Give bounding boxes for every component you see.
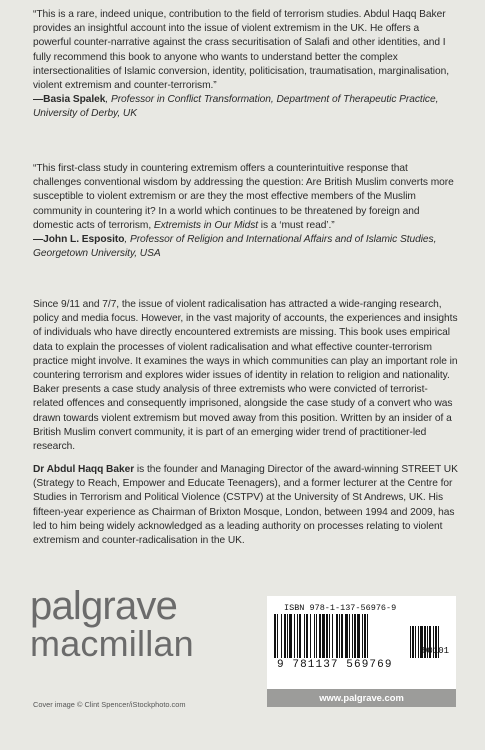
- endorsement-quote-2: [33, 162, 458, 261]
- quote-text-part: “This first-class study in countering extremism offers a counterintuitive response that challenges conventional wisdom by addressing the question: Are British Muslim converts more susceptible to violent extremism or are they the most effective members of the Muslim community in countering it? In a world which continues to be threatened by foreign and domestic acts of terrorism,: [33, 163, 454, 231]
- barcode-bar: [362, 614, 363, 658]
- publisher-website[interactable]: www.palgrave.com: [267, 689, 456, 707]
- quote-author-name: —Basia Spalek: [33, 94, 106, 106]
- barcode-bar: [329, 614, 330, 658]
- barcode-bar: [322, 614, 325, 658]
- quote-author-role: , Professor in Conflict Transformation, Department of Therapeutic Practice, University of Derby, UK: [33, 94, 439, 120]
- book-title-italic: Extremists in Our Midst: [153, 219, 259, 231]
- barcode-bar: [316, 614, 317, 658]
- barcode-bar: [336, 614, 338, 658]
- endorsement-quote-1: [33, 8, 458, 122]
- isbn-label: ISBN 978-1-137-56976-9: [284, 603, 397, 613]
- barcode-addon-bar: [412, 626, 414, 658]
- publisher-logo-line2: macmillan: [30, 623, 194, 664]
- barcode-bar: [294, 614, 295, 658]
- author-bio: [33, 463, 458, 548]
- barcode-addon-bar: [410, 626, 411, 658]
- barcode-bar: [277, 614, 278, 658]
- barcode-bar: [281, 614, 282, 658]
- barcode-bar: [341, 614, 343, 658]
- quote-attribution: [33, 93, 458, 121]
- barcode-bar: [304, 614, 305, 658]
- barcode-bar: [297, 614, 298, 658]
- author-name: Dr Abdul Haqq Baker: [33, 464, 135, 475]
- barcode-bar: [310, 614, 311, 658]
- ean-digits: 9 781137 569769: [277, 659, 393, 671]
- barcode-bar: [299, 614, 301, 658]
- quote-text: [33, 163, 454, 231]
- quote-author-name: —John L. Esposito: [33, 234, 125, 246]
- barcode-addon-bar: [418, 626, 419, 658]
- barcode-bar: [357, 614, 360, 658]
- barcode-bar: [332, 614, 333, 658]
- publisher-logo-line1: palgrave: [30, 584, 178, 628]
- barcode-bar: [367, 614, 368, 658]
- barcode-bar: [306, 614, 308, 658]
- author-bio-text: is the founder and Managing Director of the award-winning STREET UK (Strategy to Reach, Empower and Educate Teenagers), and a former lecturer at the Centre for Studies in Terrorism and Political Violence (CSTPV) at the University of St Andrews, UK. His fifteen-year experience as Chairman of Brixton Mosque, London, between 1994 and 2009, has led to him being widely acknowledged as a leading authority on processes relating to violent extremism and counter-radicalisation in the UK.: [33, 464, 458, 547]
- barcode-bar: [349, 614, 350, 658]
- barcode-addon-bar: [415, 626, 416, 658]
- quote-text-part: is a ‘must read’.”: [258, 219, 335, 231]
- quote-author-role: , Professor of Religion and International Affairs and of Islamic Studies, Georgetown University, USA: [33, 234, 437, 260]
- barcode-bar: [314, 614, 315, 658]
- barcode-bar: [289, 614, 292, 658]
- barcode-bar: [339, 614, 340, 658]
- barcode-bar: [284, 614, 286, 658]
- barcode-bar: [345, 614, 348, 658]
- book-description: Since 9/11 and 7/7, the issue of violent radicalisation has attracted a wide-ranging research, policy and media focus. However, in the vast majority of accounts, the experiences and insights of individuals who have directly encountered extremists are missing. This book uses empirical data to explain the processes of violent radicalisation and what effective counter-terrorism practice might involve. It examines the ways in which communities can play an important role in countering terrorism and explores wider issues of identity in relation to religion and nationality. Baker presents a case study analysis of three extremists who were convicted of terrorist-related offences and consequently imprisoned, alongside the case study of a convert who was drawn towards violent extremism but moved away from this position. Written by an insider of a British Muslim convert community, it is part of an emerging wider trend of practitioner-led research.: [33, 299, 458, 453]
- quote-text: “This is a rare, indeed unique, contribution to the field of terrorism studies. Abdul Haqq Baker provides an insightful account into the issue of violent extremism in the UK. He offers a powerful counter-narrative against the crass securitisation of Salafi and other identities, and I fully recommend this book to anyone who wants to understand better the complex intersectionalities of Islamic conversion, identity, politicisation, traumatisation, marginalisation, violent extremism and counter-terrorism.”: [33, 9, 450, 92]
- quote-attribution: [33, 233, 458, 261]
- barcode-bar: [352, 614, 353, 658]
- publisher-logo: [30, 584, 194, 664]
- barcode-bar: [326, 614, 328, 658]
- barcode-bar: [364, 614, 366, 658]
- cover-image-credit: Cover image © Clint Spencer/iStockphoto.com: [33, 700, 186, 709]
- barcode-bar: [287, 614, 288, 658]
- barcode-bar: [319, 614, 321, 658]
- price-code: 90101: [422, 646, 450, 656]
- barcode-bar: [274, 614, 276, 658]
- barcode-bar: [354, 614, 356, 658]
